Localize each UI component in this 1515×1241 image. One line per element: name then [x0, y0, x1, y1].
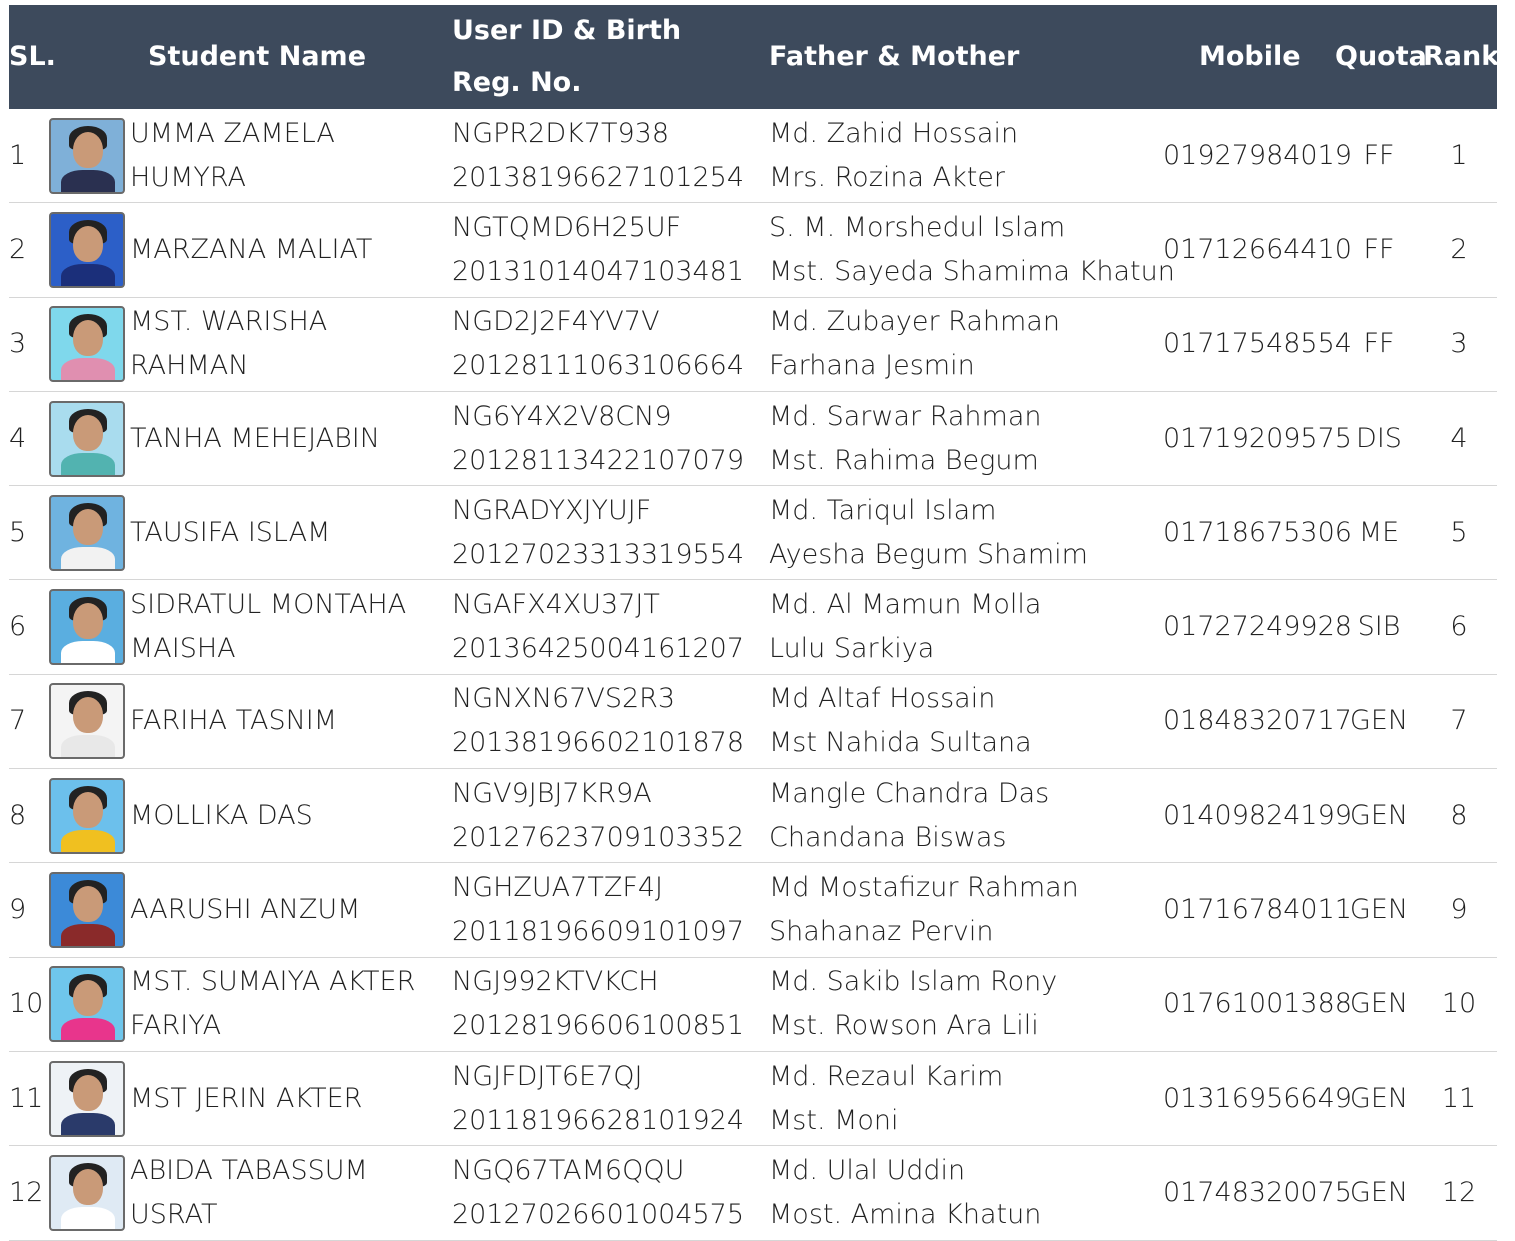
mother-name: Chandana Biswas [769, 821, 1007, 853]
user-id-cell [452, 580, 744, 673]
parents-cell [769, 203, 1175, 296]
photo-head-shape [73, 980, 103, 1016]
user-id: NGD2J2F4YV7V [452, 306, 660, 338]
father-name: Md. Al Mamun Molla [769, 589, 1042, 621]
photo-body-shape [61, 453, 115, 477]
mother-name: Mst. Rowson Ara Lili [769, 1010, 1039, 1042]
photo-body-shape [61, 170, 115, 194]
mother-name: Ayesha Begum Shamim [769, 538, 1088, 570]
student-photo-cell [49, 298, 125, 391]
header-father-mother: Father & Mother [769, 41, 1020, 72]
student-photo [49, 118, 125, 194]
photo-body-shape [61, 1207, 115, 1231]
student-name: MARZANA MALIAT [130, 233, 373, 265]
mother-name: Mst. Sayeda Shamima Khatun [769, 255, 1175, 287]
student-photo-cell [49, 203, 125, 296]
birth-reg-no: 20131014047103481 [452, 255, 745, 287]
table-row [9, 1146, 1497, 1240]
photo-head-shape [73, 1169, 103, 1205]
student-photo [49, 212, 125, 288]
rank: 11 [1441, 1082, 1477, 1114]
student-name: FARIHA TASNIM [130, 705, 338, 737]
student-photo-cell [49, 392, 125, 485]
mother-name: Mst. Rahima Begum [769, 444, 1039, 476]
parents-cell [769, 675, 1032, 768]
student-photo [49, 778, 125, 854]
father-name: Md. Ulal Uddin [769, 1154, 966, 1186]
parents-cell [769, 958, 1057, 1051]
table-header [9, 5, 1500, 109]
parents-cell [769, 1146, 1041, 1239]
parents-cell [769, 109, 1018, 202]
photo-head-shape [73, 132, 103, 168]
student-name: MOLLIKA DAS [130, 799, 313, 831]
mother-name: Most. Amina Khatun [769, 1198, 1042, 1230]
serial-number: 2 [9, 233, 27, 265]
mobile-number: 01719209575 [1163, 422, 1352, 454]
rank: 3 [1450, 328, 1468, 360]
user-id: NGRADYXJYUJF [452, 494, 652, 526]
header-quota: Quota [1335, 41, 1427, 72]
photo-head-shape [73, 320, 103, 356]
photo-head-shape [73, 1075, 103, 1111]
rank: 1 [1450, 139, 1468, 171]
photo-head-shape [73, 603, 103, 639]
user-id: NGAFX4XU37JT [452, 589, 660, 621]
mother-name: Lulu Sarkiya [769, 633, 935, 665]
rank: 9 [1450, 894, 1468, 926]
user-id-cell [452, 958, 744, 1051]
quota: ME [1358, 516, 1400, 548]
user-id-cell [452, 675, 744, 768]
student-photo-cell [49, 863, 125, 956]
student-name: TAUSIFA ISLAM [130, 516, 331, 548]
student-photo-cell [49, 1052, 125, 1145]
table-row [9, 203, 1497, 297]
student-name: MST. SUMAIYA AKTER FARIYA [130, 966, 416, 1042]
birth-reg-no: 20136425004161207 [452, 633, 745, 665]
photo-body-shape [61, 547, 115, 571]
student-photo-cell [49, 769, 125, 862]
user-id: NGJFDJT6E7QJ [452, 1060, 643, 1092]
table-row [9, 675, 1497, 769]
quota: SIB [1357, 611, 1401, 643]
table-row [9, 958, 1497, 1052]
serial-number: 11 [9, 1082, 44, 1114]
table-row [9, 109, 1497, 203]
rank: 8 [1450, 799, 1468, 831]
mother-name: Mrs. Rozina Akter [769, 161, 1006, 193]
student-photo-cell [49, 109, 125, 202]
birth-reg-no: 20128113422107079 [452, 444, 745, 476]
photo-body-shape [61, 264, 115, 288]
student-photo-cell [49, 958, 125, 1051]
serial-number: 1 [9, 139, 27, 171]
parents-cell [769, 298, 1060, 391]
photo-body-shape [61, 1018, 115, 1042]
user-id: NGJ992KTVKCH [452, 966, 659, 998]
header-user-id: User ID & Birth Reg. No. [452, 15, 682, 98]
user-id: NGQ67TAM6QQU [452, 1154, 685, 1186]
photo-head-shape [73, 415, 103, 451]
user-id-cell [452, 863, 744, 956]
father-name: Md. Zubayer Rahman [769, 306, 1060, 338]
student-photo-cell [49, 486, 125, 579]
user-id: NGPR2DK7T938 [452, 117, 670, 149]
father-name: Md. Sakib Islam Rony [769, 966, 1058, 998]
serial-number: 5 [9, 516, 27, 548]
quota: DIS [1356, 422, 1402, 454]
student-photo [49, 401, 125, 477]
student-photo [49, 495, 125, 571]
student-photo [49, 872, 125, 948]
father-name: Md. Zahid Hossain [769, 117, 1019, 149]
user-id-cell [452, 1146, 744, 1239]
birth-reg-no: 20127026601004575 [452, 1198, 745, 1230]
photo-body-shape [61, 924, 115, 948]
rank: 2 [1450, 233, 1468, 265]
parents-cell [769, 1052, 1003, 1145]
student-name: MST. WARISHA RAHMAN [130, 306, 328, 382]
student-name: AARUSHI ANZUM [130, 894, 361, 926]
mother-name: Farhana Jesmin [769, 350, 975, 382]
user-id-cell [452, 203, 744, 296]
student-photo [49, 1061, 125, 1137]
rank: 5 [1450, 516, 1468, 548]
quota: FF [1363, 233, 1395, 265]
serial-number: 4 [9, 422, 27, 454]
mobile-number: 01316956649 [1163, 1082, 1352, 1114]
mobile-number: 01409824199 [1163, 799, 1352, 831]
student-name: MST JERIN AKTER [130, 1082, 363, 1114]
quota: GEN [1349, 894, 1409, 926]
student-photo [49, 683, 125, 759]
user-id: NGTQMD6H25UF [452, 211, 682, 243]
birth-reg-no: 20138196602101878 [452, 727, 745, 759]
photo-body-shape [61, 1113, 115, 1137]
student-photo [49, 306, 125, 382]
father-name: Md. Rezaul Karim [769, 1060, 1004, 1092]
rank: 4 [1450, 422, 1468, 454]
birth-reg-no: 20128111063106664 [452, 350, 745, 382]
user-id-cell [452, 109, 744, 202]
mobile-number: 01848320717 [1163, 705, 1352, 737]
user-id-cell [452, 769, 744, 862]
student-photo-cell [49, 675, 125, 768]
user-id-cell [452, 1052, 744, 1145]
student-table [9, 5, 1500, 1241]
quota: FF [1363, 139, 1395, 171]
rank: 12 [1441, 1176, 1477, 1208]
mother-name: Mst. Moni [769, 1104, 899, 1136]
table-row [9, 1052, 1497, 1146]
user-id: NGNXN67VS2R3 [452, 683, 676, 715]
table-body [9, 109, 1497, 1241]
student-name: TANHA MEHEJABIN [130, 422, 380, 454]
rank: 10 [1441, 988, 1477, 1020]
father-name: S. M. Morshedul Islam [769, 211, 1066, 243]
serial-number: 6 [9, 611, 27, 643]
parents-cell [769, 769, 1049, 862]
mobile-number: 01761001388 [1163, 988, 1352, 1020]
header-sl: SL. [9, 41, 56, 72]
father-name: Md Altaf Hossain [769, 683, 996, 715]
user-id: NGV9JBJ7KR9A [452, 777, 652, 809]
student-photo [49, 1155, 125, 1231]
table-row [9, 392, 1497, 486]
father-name: Mangle Chandra Das [769, 777, 1050, 809]
serial-number: 8 [9, 799, 27, 831]
student-name: SIDRATUL MONTAHA MAISHA [130, 589, 407, 665]
serial-number: 9 [9, 894, 27, 926]
mobile-number: 01927984019 [1163, 139, 1352, 171]
student-name: ABIDA TABASSUM USRAT [130, 1154, 368, 1230]
student-photo-cell [49, 1146, 125, 1239]
parents-cell [769, 486, 1088, 579]
user-id: NGHZUA7TZF4J [452, 872, 663, 904]
table-row [9, 863, 1497, 957]
birth-reg-no: 20127023313319554 [452, 538, 745, 570]
mobile-number: 01717548554 [1163, 328, 1352, 360]
photo-body-shape [61, 735, 115, 759]
photo-head-shape [73, 509, 103, 545]
user-id-cell [452, 392, 744, 485]
quota: GEN [1349, 1082, 1409, 1114]
birth-reg-no: 20128196606100851 [452, 1010, 745, 1042]
table-row [9, 769, 1497, 863]
quota: GEN [1349, 799, 1409, 831]
user-id-cell [452, 486, 744, 579]
mother-name: Shahanaz Pervin [769, 916, 994, 948]
student-photo-cell [49, 580, 125, 673]
user-id-cell [452, 298, 744, 391]
student-photo [49, 966, 125, 1042]
mobile-number: 01718675306 [1163, 516, 1352, 548]
mobile-number: 01712664410 [1163, 233, 1352, 265]
mobile-number: 01727249928 [1163, 611, 1352, 643]
header-mobile: Mobile [1199, 41, 1301, 72]
header-rank: Rank [1423, 41, 1500, 72]
serial-number: 3 [9, 328, 27, 360]
serial-number: 7 [9, 705, 27, 737]
parents-cell [769, 392, 1041, 485]
birth-reg-no: 20118196609101097 [452, 916, 745, 948]
user-id: NG6Y4X2V8CN9 [452, 400, 672, 432]
photo-body-shape [61, 641, 115, 665]
birth-reg-no: 20138196627101254 [452, 161, 745, 193]
quota: GEN [1349, 1176, 1409, 1208]
serial-number: 10 [9, 988, 44, 1020]
header-student-name: Student Name [148, 41, 367, 72]
photo-head-shape [73, 886, 103, 922]
quota: GEN [1349, 988, 1409, 1020]
birth-reg-no: 20118196628101924 [452, 1104, 745, 1136]
father-name: Md. Tariqul Islam [769, 494, 997, 526]
birth-reg-no: 20127623709103352 [452, 821, 745, 853]
photo-head-shape [73, 792, 103, 828]
quota: GEN [1349, 705, 1409, 737]
table-row [9, 580, 1497, 674]
student-photo [49, 589, 125, 665]
quota: FF [1363, 328, 1395, 360]
photo-head-shape [73, 226, 103, 262]
student-name: UMMA ZAMELA HUMYRA [130, 117, 335, 193]
rank: 6 [1450, 611, 1468, 643]
parents-cell [769, 580, 1041, 673]
parents-cell [769, 863, 1079, 956]
father-name: Md Mostafizur Rahman [769, 872, 1079, 904]
mobile-number: 01716784011 [1163, 894, 1352, 926]
photo-head-shape [73, 697, 103, 733]
father-name: Md. Sarwar Rahman [769, 400, 1042, 432]
table-row [9, 298, 1497, 392]
serial-number: 12 [9, 1176, 44, 1208]
photo-body-shape [61, 830, 115, 854]
rank: 7 [1450, 705, 1468, 737]
mobile-number: 01748320075 [1163, 1176, 1352, 1208]
mother-name: Mst Nahida Sultana [769, 727, 1032, 759]
table-row [9, 486, 1497, 580]
photo-body-shape [61, 358, 115, 382]
